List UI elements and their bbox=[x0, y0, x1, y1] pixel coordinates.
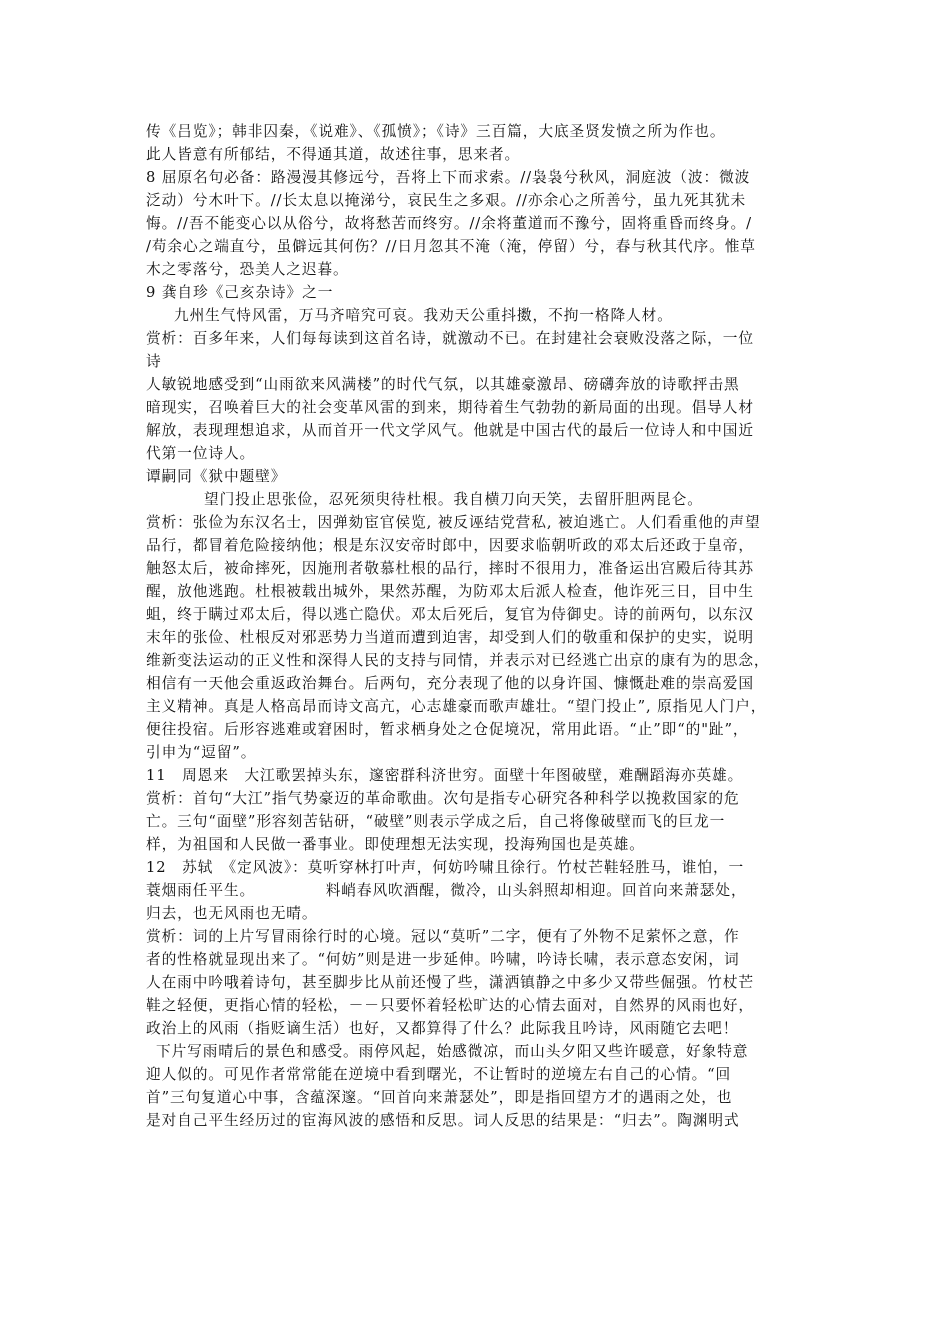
text-line: 木之零落兮，恐美人之迟暮。 bbox=[146, 261, 349, 278]
text-line: 鞋之轻便，更指心情的轻松，－－只要怀着轻松旷达的心情去面对，自然界的风雨也好， bbox=[146, 997, 754, 1014]
text-line: 暗现实，召唤着巨大的社会变革风雷的到来，期待着生气勃勃的新局面的出现。倡导人材 bbox=[146, 399, 754, 416]
poem-line: 望门投止思张俭，忍死须臾待杜根。我自横刀向天笑，去留肝胆两昆仑。 bbox=[204, 491, 703, 508]
text-line: 解放，表现理想追求，从而首开一代文学风气。他就是中国古代的最后一位诗人和中国近 bbox=[146, 422, 754, 439]
text-line: 悔。//吾不能变心以从俗兮，故将愁苦而终穷。//余将董道而不豫兮，固将重昏而终身。/ bbox=[146, 215, 752, 232]
text-line: 人敏锐地感受到“山雨欲来风满楼”的时代气氛，以其雄豪激昂、磅礴奔放的诗歌抨击黑 bbox=[146, 376, 740, 393]
text-line: 品行，都冒着危险接纳他；根是东汉安帝时郎中，因要求临朝听政的邓太后还政于皇帝， bbox=[146, 537, 754, 554]
text-line: 引申为“逗留”。 bbox=[146, 744, 257, 761]
section-heading: 9 龚自珍《己亥杂诗》之一 bbox=[146, 284, 334, 301]
text-line: 政治上的风雨（指贬谪生活）也好，又都算得了什么？此际我且吟诗，风雨随它去吧！ bbox=[146, 1020, 739, 1037]
text-line: 代第一位诗人。 bbox=[146, 445, 256, 462]
text-line: 维新变法运动的正义性和深得人民的支持与同情，并表示对已经逃亡出京的康有为的思念， bbox=[146, 652, 770, 669]
text-line: 亡。三句“面壁”形容刻苦钻研，“破壁”则表示学成之后，自己将像破壁而飞的巨龙一 bbox=[146, 813, 726, 830]
text-line: 下片写雨晴后的景色和感受。雨停风起，始感微凉，而山头夕阳又些许暖意，好象特意 bbox=[156, 1043, 749, 1060]
text-line: 此人皆意有所郁结，不得通其道，故述往事，思来者。 bbox=[146, 146, 521, 163]
text-line: 样，为祖国和人民做一番事业。即使理想无法实现，投海殉国也是英雄。 bbox=[146, 836, 645, 853]
text-line: 主义精神。真是人格高昂而诗文高亢，心志雄豪而歌声雄壮。“望门投止”, 原指见人门户， bbox=[146, 698, 767, 715]
text-line: 首”三句复道心中事，含蕴深邃。“回首向来萧瑟处”，即是指回望方才的遇雨之处，也 bbox=[146, 1089, 733, 1106]
text-line: 赏析：首句“大江”指气势豪迈的革命歌曲。次句是指专心研究各种科学以挽救国家的危 bbox=[146, 790, 740, 807]
text-line: 末年的张俭、杜根反对邪恶势力当道而遭到迫害，却受到人们的敬重和保护的史实，说明 bbox=[146, 629, 754, 646]
text-line: 赏析：词的上片写冒雨徐行时的心境。冠以“莫听”二字，便有了外物不足萦怀之意，作 bbox=[146, 928, 740, 945]
text-line: 者的性格就显现出来了。“何妨”则是进一步延伸。吟啸，吟诗长啸，表示意态安闲，词 bbox=[146, 951, 740, 968]
text-line: 蓑烟雨任平生。 料峭春风吹酒醒，微冷，山头斜照却相迎。回首向来萧瑟处， bbox=[146, 882, 747, 899]
text-line: 8 屈原名句必备：路漫漫其修远兮，吾将上下而求索。//袅袅兮秋风，洞庭波（波：微波 bbox=[146, 169, 751, 186]
text-line: 相信有一天他会重返政治舞台。后两句，充分表现了他的以身许国、慷慨赴难的崇高爱国 bbox=[146, 675, 754, 692]
text-line: 诗 bbox=[146, 353, 162, 370]
text-line: /苟余心之端直兮，虽僻远其何伤？//日月忽其不淹（淹，停留）兮，春与秋其代序。惟草 bbox=[146, 238, 756, 255]
text-line: 泛动）兮木叶下。//长太息以掩涕兮，哀民生之多艰。//亦余心之所善兮，虽九死其犹未 bbox=[146, 192, 747, 209]
section-heading: 12 苏轼 《定风波》：莫听穿林打叶声，何妨吟啸且徐行。竹杖芒鞋轻胜马，谁怕，一 bbox=[146, 859, 745, 876]
text-line: 人在雨中吟哦着诗句，甚至脚步比从前还慢了些，潇洒镇静之中多少又带些倔强。竹杖芒 bbox=[146, 974, 754, 991]
text-line: 触怒太后，被命摔死，因施刑者敬慕杜根的品行，摔时不很用力，准备运出宫殿后待其苏 bbox=[146, 560, 754, 577]
text-line: 便往投宿。后形容逃难或窘困时，暂求栖身处之仓促境况，常用此语。“止”即“的"趾”， bbox=[146, 721, 749, 738]
section-heading: 11 周恩来 大江歌罢掉头东，邃密群科济世穷。面壁十年图破壁，难酬蹈海亦英雄。 bbox=[146, 767, 744, 784]
text-line: 是对自己平生经历过的宦海风波的感悟和反思。词人反思的结果是：“归去”。陶渊明式 bbox=[146, 1112, 740, 1129]
text-line: 赏析：张俭为东汉名士，因弹劾宦官侯览, 被反诬结党营私, 被迫逃亡。人们看重他的声望 bbox=[146, 514, 761, 531]
text-line: 归去，也无风雨也无晴。 bbox=[146, 905, 318, 922]
text-line: 迎人似的。可见作者常常能在逆境中看到曙光，不让暂时的逆境左右自己的心情。“回 bbox=[146, 1066, 732, 1083]
poem-line: 九州生气恃风雷，万马齐喑究可哀。我劝天公重抖擞，不拘一格降人材。 bbox=[174, 307, 673, 324]
text-line: 醒，放他逃跑。杜根被载出城外，果然苏醒，为防邓太后派人检查，他诈死三日，目中生 bbox=[146, 583, 754, 600]
text-line: 赏析：百多年来，人们每每读到这首名诗，就激动不已。在封建社会衰败没落之际，一位 bbox=[146, 330, 754, 347]
document-page bbox=[146, 120, 826, 1132]
text-line: 蛆，终于瞒过邓太后，得以逃亡隐伏。邓太后死后，复官为侍御史。诗的前两句，以东汉 bbox=[146, 606, 754, 623]
section-heading: 谭嗣同《狱中题壁》 bbox=[146, 468, 287, 485]
text-line: 传《吕览》；韩非囚秦，《说难》、《孤愤》；《诗》三百篇，大底圣贤发愤之所为作也。 bbox=[146, 123, 726, 140]
